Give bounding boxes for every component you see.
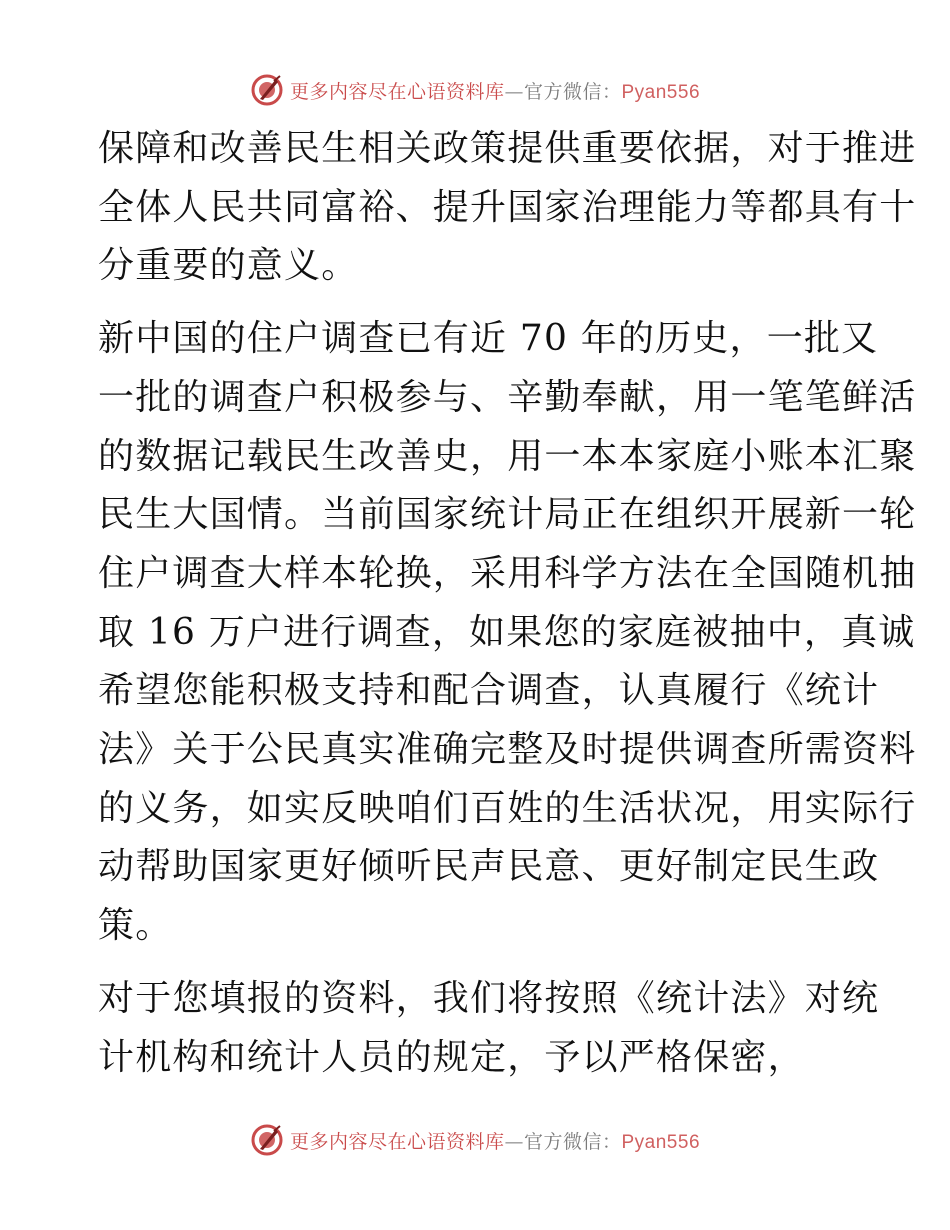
text-line: 分重要的意义。 [98,245,359,287]
footer-watermark-inner [250,1123,700,1157]
header-watermark-text [290,77,700,104]
quill-seal-logo-icon [250,73,284,107]
header-wechat-id: Pyan556 [621,81,701,103]
text-line: 法》关于公民真实准确完整及时提供调查所需资料 [98,729,917,771]
footer-watermark-text [290,1127,700,1154]
text-line: 民生大国情。当前国家统计局正在组织开展新一轮 [98,494,917,536]
text-line: 保障和改善民生相关政策提供重要依据，对于推进 [98,128,917,169]
footer-watermark-banner [0,1120,950,1160]
text-line: 希望您能积极支持和配合调查，认真履行《统计 [98,670,880,712]
text-line: 住户调查大样本轮换，采用科学方法在全国随机抽 [98,552,917,594]
document-body [98,120,917,1101]
footer-wechat-label: 官方微信： [523,1130,622,1153]
header-separator: — [504,80,524,103]
header-watermark-inner [250,73,700,107]
text-line: 的义务，如实反映咱们百姓的生活状况，用实际行 [98,787,917,829]
text-line: 全体人民共同富裕、提升国家治理能力等都具有十 [98,186,917,228]
text-line: 策。 [98,905,173,947]
text-line: 一批的调查户积极参与、辛勤奉献，用一笔笔鲜活 [98,376,917,418]
paragraph-1 [98,120,917,296]
text-line: 对于您填报的资料，我们将按照《统计法》对统 [98,977,880,1019]
text-line: 取 16 万户进行调查，如果您的家庭被抽中，真诚 [98,611,916,653]
text-line: 计机构和统计人员的规定，予以严格保密， [98,1036,805,1078]
text-line: 动帮助国家更好倾听民声民意、更好制定民生政 [98,846,880,888]
text-line: 的数据记载民生改善史，用一本本家庭小账本汇聚 [98,435,917,477]
footer-wechat-id: Pyan556 [621,1131,701,1153]
header-wechat-label: 官方微信： [523,80,622,103]
paragraph-2 [98,310,917,956]
header-watermark-banner [0,70,950,110]
quill-seal-logo-icon [250,1123,284,1157]
text-line: 新中国的住户调查已有近 70 年的历史，一批又 [98,318,879,360]
footer-separator: — [504,1130,524,1153]
paragraph-3 [98,970,880,1087]
header-promo-text: 更多内容尽在心语资料库 [289,80,505,103]
footer-promo-text: 更多内容尽在心语资料库 [289,1130,505,1153]
